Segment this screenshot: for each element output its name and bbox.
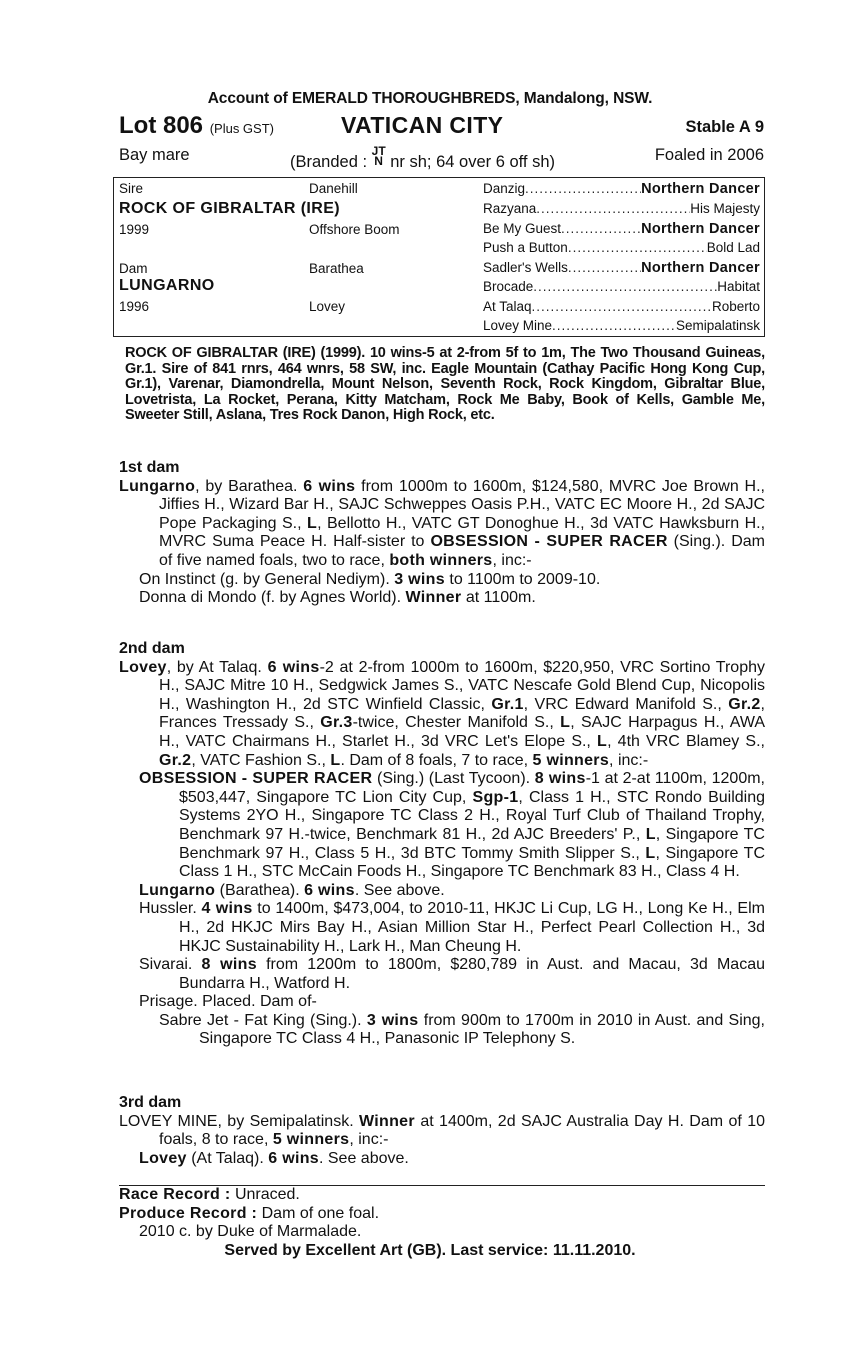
ancestor-sire: Bold Lad xyxy=(706,240,760,255)
dam-paragraph xyxy=(119,659,765,771)
vendor-account: Account of EMERALD THOROUGHBREDS, Mandalong, NSW. xyxy=(207,90,653,107)
bold-text: 3 wins xyxy=(366,1011,419,1029)
text-run: LOVEY MINE, by Semipalatinsk. xyxy=(119,1112,360,1130)
text-run: (Sing.) (Last Tycoon). xyxy=(372,770,535,788)
bold-text: 6 wins xyxy=(303,477,356,495)
ancestor-sire: Semipalatinsk xyxy=(675,318,760,333)
progeny-entry xyxy=(139,1150,765,1169)
bold-text: L xyxy=(560,714,571,732)
bold-text: Gr.1 xyxy=(491,695,524,713)
bold-text: L xyxy=(330,751,341,769)
bold-text: 8 wins xyxy=(201,956,257,974)
leader-dots xyxy=(532,298,712,316)
brand-bottom: N xyxy=(374,154,383,168)
text-run: at 1400m, 2d SAJC Australia Day H. Dam of 10 foals, 8 to race, xyxy=(159,1112,765,1149)
text-run: , inc:- xyxy=(349,1131,389,1149)
bold-text: L xyxy=(645,825,656,843)
ancestor-row xyxy=(483,298,760,316)
records-section xyxy=(119,1186,765,1242)
progeny-entry xyxy=(139,900,765,956)
text-run: Sivarai. xyxy=(139,956,202,974)
text-run: . Dam of 8 foals, 7 to race, xyxy=(340,751,533,769)
progeny-entry xyxy=(139,956,765,993)
ancestor-sire: Northern Dancer xyxy=(641,221,760,237)
text-run: , by Barathea. xyxy=(195,477,304,495)
sire-sire: Danehill xyxy=(309,181,358,196)
bold-text: 8 wins xyxy=(534,770,586,788)
sire-year: 1999 xyxy=(119,222,150,237)
text-run: from 1000m to 1600m, $124,580, MVRC Joe Brown H., Jiffies H., Wizard Bar H., SAJC Schweppes Oasis P.H., VATC EC Moore H., 2d SAJC Pope Packaging S., xyxy=(159,477,765,532)
bold-text: 3 wins xyxy=(394,570,445,588)
text-run: Sabre Jet - Fat King (Sing.). xyxy=(159,1011,367,1029)
brand-top: JT xyxy=(371,144,386,158)
dam-year: 1996 xyxy=(119,299,150,314)
text-run: , SAJC Harpagus H., AWA H., VATC Chairmans H., Starlet H., 3d VRC Let's Elope S., xyxy=(159,714,766,750)
bold-text: 6 wins xyxy=(267,658,320,676)
text-run: -twice, Chester Manifold S., xyxy=(352,714,561,732)
dam-paragraph xyxy=(119,478,765,571)
bold-text: 6 wins xyxy=(304,881,355,899)
bold-text: Winner xyxy=(359,1112,415,1130)
lot-label: Lot 806 xyxy=(119,112,204,139)
ancestor-name: Sadler's Wells xyxy=(483,260,568,275)
progeny-entry xyxy=(139,882,765,901)
text-run: , VRC Edward Manifold S., xyxy=(523,695,729,713)
ancestor-name: Lovey Mine xyxy=(483,318,553,333)
leader-dots xyxy=(533,278,717,296)
bold-text: L xyxy=(645,844,656,862)
progeny-entry xyxy=(139,571,765,590)
foaled-year: Foaled in 2006 xyxy=(654,146,764,164)
section-heading: 1st dam xyxy=(119,459,180,476)
foal-entry: 2010 c. by Duke of Marmalade. xyxy=(139,1223,362,1241)
lot-number xyxy=(119,112,274,140)
text-run: Donna di Mondo (f. by Agnes World). xyxy=(139,589,406,607)
produce-record-label: Produce Record : xyxy=(119,1204,258,1222)
first-dam-section xyxy=(119,459,765,608)
ancestor-sire: Roberto xyxy=(711,299,760,314)
brand-mark-icon xyxy=(372,146,386,166)
dam-paragraph xyxy=(119,1113,765,1150)
bold-text: L xyxy=(597,732,608,750)
leader-dots xyxy=(525,180,641,198)
plus-gst-note: (Plus GST) xyxy=(209,121,274,136)
text-run: at 1100m. xyxy=(461,589,536,607)
dam-sire: Barathea xyxy=(309,261,364,276)
text-run: Prisage. Placed. Dam of- xyxy=(139,993,317,1011)
second-dam-section xyxy=(119,640,765,1049)
bold-text: Winner xyxy=(405,589,462,607)
ancestor-row xyxy=(483,317,760,335)
ancestor-row xyxy=(483,180,760,198)
sire-label: Sire xyxy=(119,181,144,196)
produce-record xyxy=(119,1205,765,1224)
bold-text: Lungarno xyxy=(119,477,196,495)
produce-record-value: Dam of one foal. xyxy=(257,1204,380,1222)
leader-dots xyxy=(568,239,707,257)
brand-description xyxy=(290,146,555,172)
text-run: to 1400m, $473,004, to 2010-11, HKJC Li Cup, LG H., Long Ke H., Elm H., 2d HKJC Mirs Bay H., Asian Million Star H., Perfect Pearl Collection H., 3d HKJC Sustainability H., Lark H., Man Cheung H. xyxy=(179,900,765,955)
bold-text: Lovey xyxy=(139,1149,187,1167)
text-run: from 900m to 1700m in 2010 in Aust. and Sing, Singapore TC Class 4 H., Panasonic IP Telephony S. xyxy=(199,1011,765,1048)
ancestor-name: Be My Guest xyxy=(483,221,562,236)
ancestor-row xyxy=(483,200,760,218)
lot-header xyxy=(119,112,764,142)
service-note: Served by Excellent Art (GB). Last service: 11.11.2010. xyxy=(224,1242,636,1259)
ancestor-name: Danzig xyxy=(483,181,526,196)
progeny-entry xyxy=(159,1012,765,1049)
bold-text: Lovey xyxy=(119,658,167,676)
progeny-entry xyxy=(139,589,765,608)
ancestor-row xyxy=(483,239,760,257)
section-heading: 3rd dam xyxy=(119,1094,182,1111)
text-run: to 1100m to 2009-10. xyxy=(444,570,601,588)
sire-summary: ROCK OF GIBRALTAR (IRE) (1999). 10 wins-5 at 2-from 5f to 1m, The Two Thousand Guineas, Gr.1. Sire of 841 rnrs, 464 wnrs, 58 SW, inc. Eagle Mountain (Cathay Pacific Hong Kong Cup, Gr.1), Varenar, Diamondrella, Mount Nelson, Seventh Rock, Rock Kingdom, Gibraltar Blue, Lovetrista, La Rocket, Perana, Kitty Matcham, Rock Me Baby, Book of Kells, Gamble Me, Sweeter Still, Aslana, Tres Rock Danon, High Rock, etc. xyxy=(125,345,765,423)
brand-prefix: (Branded : xyxy=(290,153,368,171)
bold-text: 5 winners xyxy=(272,1131,350,1149)
ancestor-sire: Northern Dancer xyxy=(641,260,760,276)
text-run: (Sing.). Dam of five named foals, two to race, xyxy=(159,533,766,569)
bold-text: 4 wins xyxy=(201,900,253,918)
text-run: -2 at 2-from 1000m to 1600m, $220,950, VRC Sortino Trophy H., SAJC Mitre 10 H., Sedgwick James S., VATC Nescafe Gold Blend Cup, Nicopolis H., Washington H., 2d STC Winfield Classic, xyxy=(159,658,765,713)
text-run: On Instinct (g. by General Nediym). xyxy=(139,570,395,588)
progeny-entry xyxy=(139,993,765,1012)
ancestor-sire: Habitat xyxy=(717,279,760,294)
text-run: (Barathea). xyxy=(215,881,305,899)
text-run: . See above. xyxy=(318,1149,409,1167)
bold-text: Sgp-1 xyxy=(472,788,519,806)
race-record xyxy=(119,1186,765,1205)
dam-label: Dam xyxy=(119,261,148,276)
dam-dam: Lovey xyxy=(309,299,346,314)
text-run: , Class 1 H., STC Rondo Building Systems 2YO H., Singapore TC Class 2 H., Royal Turf Club of Thailand Trophy, Benchmark 97 H.-twice, Benchmark 81 H., 2d AJC Breeders' P., xyxy=(179,788,765,843)
ancestor-name: Brocade xyxy=(483,279,534,294)
race-record-label: Race Record : xyxy=(119,1186,231,1203)
ancestor-name: Push a Button xyxy=(483,240,568,255)
bold-text: L xyxy=(307,514,318,532)
text-run: , VATC Fashion S., xyxy=(191,751,331,769)
ancestor-sire: His Majesty xyxy=(690,201,760,216)
pedigree-box xyxy=(113,177,765,337)
sire-dam: Offshore Boom xyxy=(309,222,400,237)
bold-text: OBSESSION - SUPER RACER xyxy=(139,770,373,788)
text-run: , inc:- xyxy=(492,551,532,569)
leader-dots xyxy=(536,200,690,218)
text-run: , Singapore TC Class 1 H., STC McCain Foods H., Singapore TC Benchmark 83 H., Class 4 H. xyxy=(179,844,766,881)
leader-dots xyxy=(561,220,641,238)
bold-text: Gr.2 xyxy=(159,751,192,769)
text-run: , Frances Tressady S., xyxy=(159,695,765,732)
ancestor-row xyxy=(483,278,760,296)
dam-name: LUNGARNO xyxy=(119,277,215,294)
horse-name: VATICAN CITY xyxy=(341,112,504,138)
race-record-value: Unraced. xyxy=(230,1186,300,1203)
text-run: (At Talaq). xyxy=(186,1149,269,1167)
section-heading: 2nd dam xyxy=(119,640,185,657)
bold-text: OBSESSION - SUPER RACER xyxy=(430,533,668,551)
leader-dots xyxy=(552,317,676,335)
text-run: from 1200m to 1800m, $280,789 in Aust. and Macau, 3d Macau Bundarra H., Watford H. xyxy=(179,956,766,992)
text-run: -1 at 2-at 1100m, 1200m, $503,447, Singapore TC Lion City Cup, xyxy=(179,770,766,806)
bold-text: Gr.2 xyxy=(728,695,761,713)
sire-name: ROCK OF GIBRALTAR (IRE) xyxy=(119,200,341,217)
text-run: Hussler. xyxy=(139,900,202,918)
text-run: , Bellotto H., VATC GT Donoghue H., 3d VATC Hawksburn H., MVRC Suma Peace H. Half-sister to xyxy=(159,514,766,551)
text-run: , Singapore TC Benchmark 97 H., Class 5 H., 3d BTC Tommy Smith Slipper S., xyxy=(179,825,765,862)
stable-location: Stable A 9 xyxy=(685,118,764,136)
text-run: . See above. xyxy=(354,881,445,899)
bold-text: both winners xyxy=(389,551,493,569)
ancestor-sire: Northern Dancer xyxy=(641,181,760,197)
bold-text: Gr.3 xyxy=(320,714,353,732)
brand-suffix: nr sh; 64 over 6 off sh) xyxy=(390,153,556,171)
ancestor-name: Razyana xyxy=(483,201,537,216)
bold-text: 6 wins xyxy=(268,1149,319,1167)
ancestor-row xyxy=(483,259,760,277)
progeny-entry xyxy=(139,770,765,882)
bold-text: 5 winners xyxy=(532,751,610,769)
text-run: , by At Talaq. xyxy=(166,658,268,676)
text-run: , inc:- xyxy=(609,751,649,769)
third-dam-section xyxy=(119,1094,765,1168)
horse-sex: Bay mare xyxy=(119,146,190,164)
leader-dots xyxy=(568,259,641,277)
ancestor-name: At Talaq xyxy=(483,299,532,314)
text-run: , 4th VRC Blamey S., xyxy=(607,732,765,750)
ancestor-row xyxy=(483,220,760,238)
bold-text: Lungarno xyxy=(139,881,216,899)
